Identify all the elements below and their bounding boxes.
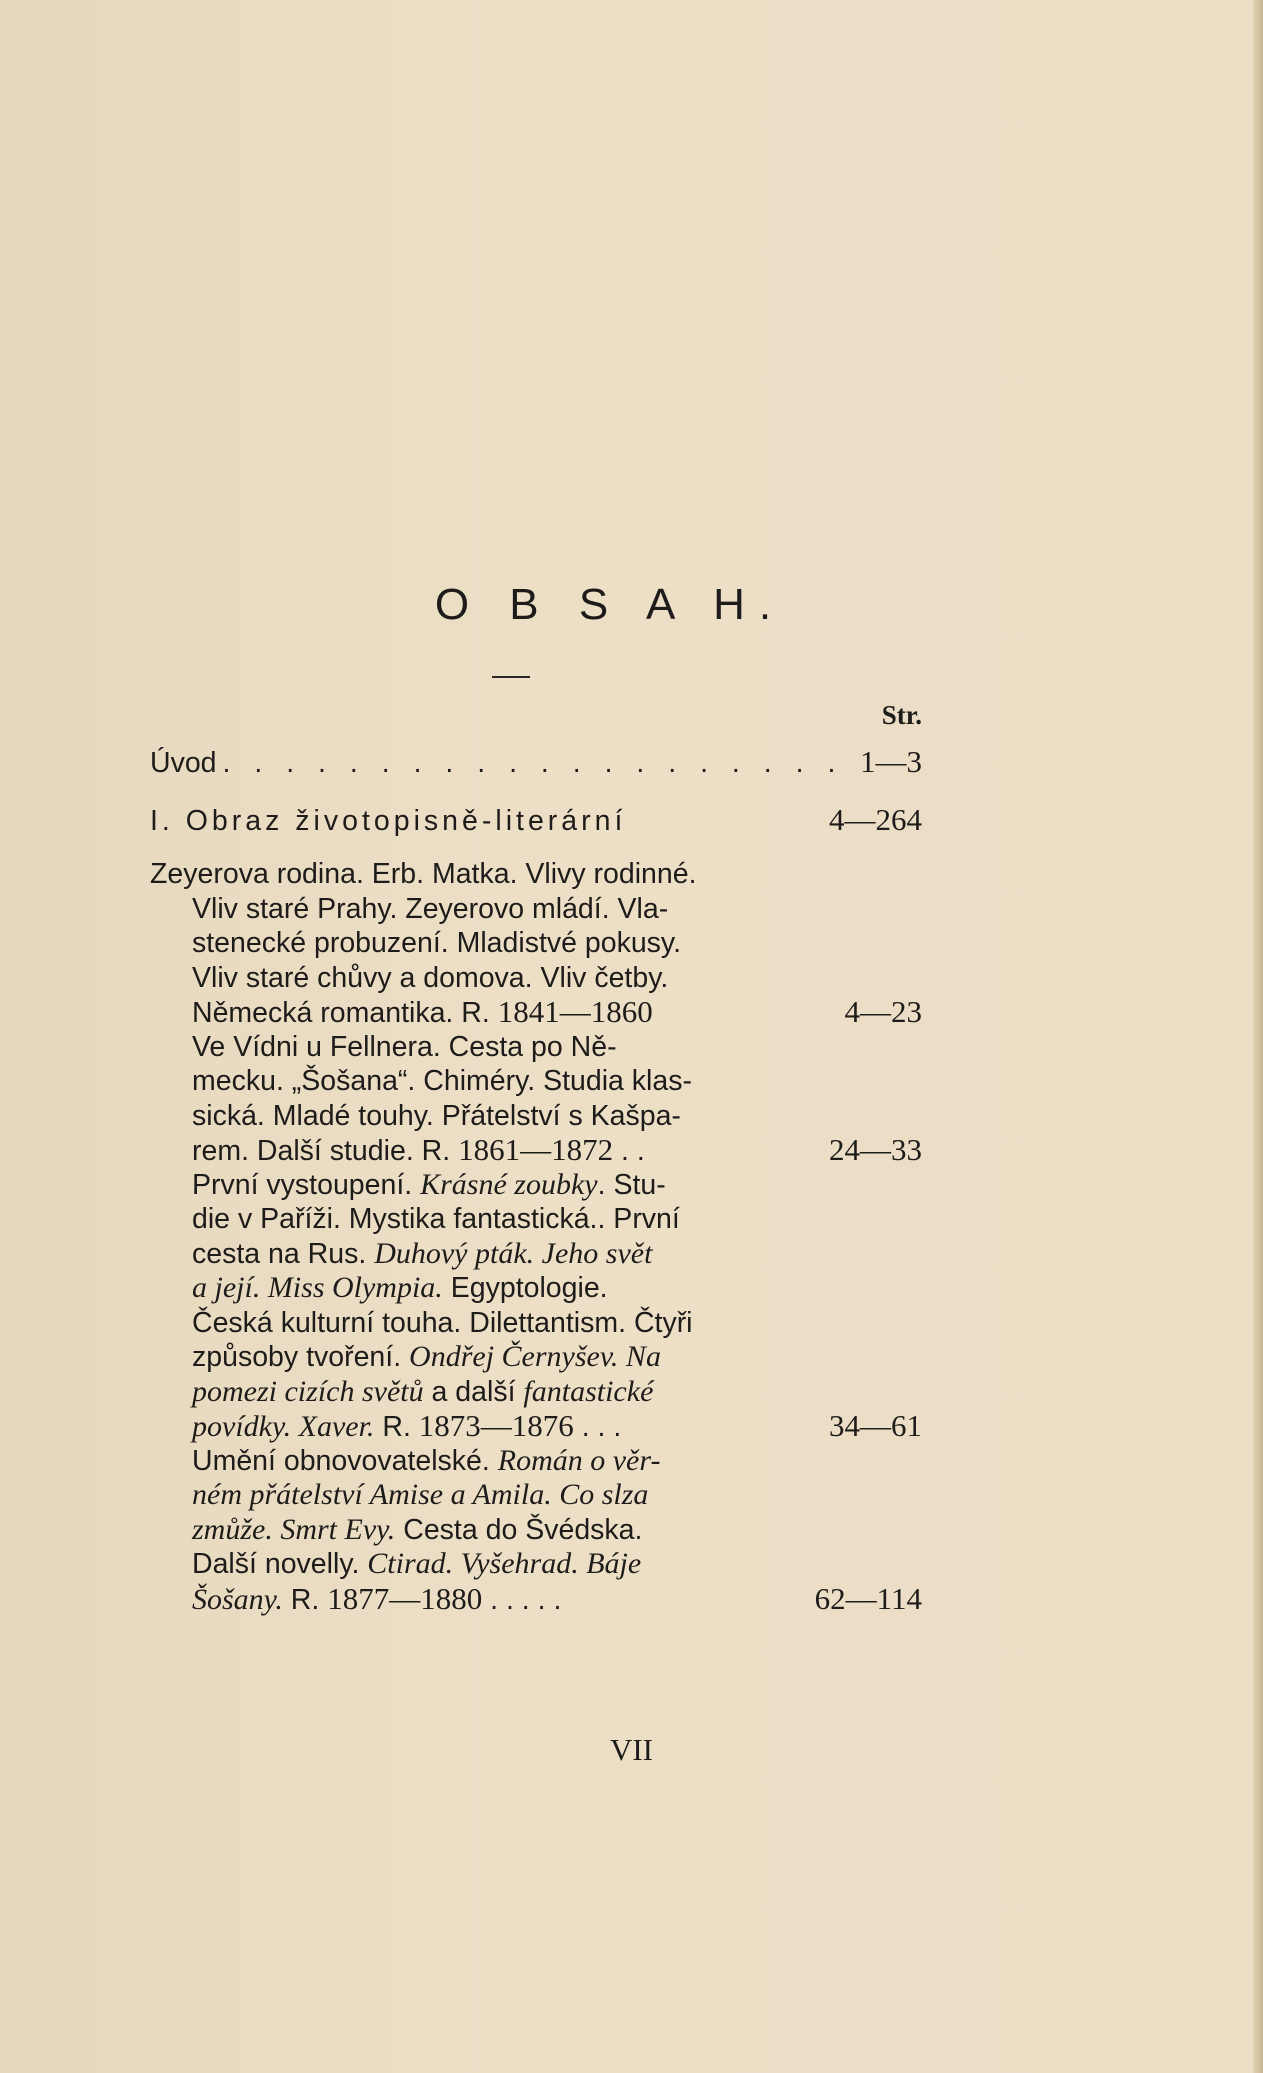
toc-entry-label: Úvod [150, 747, 217, 779]
toc-subentry-text [192, 1444, 660, 1479]
work-title: ném přátelství Amise a Amila. Co slza [192, 1478, 649, 1511]
toc-subentry-line [150, 1133, 922, 1168]
toc-subentry-pages: 4—23 [844, 994, 922, 1029]
toc-subentry-line [150, 1064, 922, 1099]
text-run: Ve Vídni u Fellnera. Cesta po Ně- [192, 1030, 617, 1063]
toc-subentry-text [192, 1099, 681, 1134]
text-run: První vystoupení. [192, 1168, 421, 1201]
text-run: rem. Další studie. R. [192, 1135, 459, 1167]
text-run: R. [374, 1411, 419, 1443]
text-run: R. [282, 1583, 328, 1616]
toc-subentry-text [192, 1409, 621, 1445]
toc-subentry-text [192, 961, 668, 996]
toc-subentry-line [150, 961, 922, 996]
toc-subentry-text [192, 1133, 645, 1169]
toc-subentry-line [150, 926, 922, 961]
toc-subentry-line [150, 995, 922, 1030]
text-run: Česká kulturní touha. Dilettantism. Čtyři [192, 1306, 693, 1339]
toc-subentry-line [150, 1375, 922, 1410]
toc-subentry-text [192, 1271, 608, 1306]
text-run: . . . . . [482, 1583, 562, 1616]
text-run: Zeyerova rodina. Erb. Matka. Vlivy rodinné. [150, 858, 697, 890]
toc-subentry-line [150, 1340, 922, 1375]
toc-subentry-line [150, 1306, 922, 1341]
toc-subentry-line [150, 1513, 922, 1548]
toc-subentry-text [192, 1237, 652, 1272]
toc-subentry-text [192, 1375, 653, 1410]
toc-subentry-text [192, 1340, 661, 1375]
text-run: . . . [573, 1411, 622, 1443]
toc-subentry-line [150, 1237, 922, 1272]
toc-entry-label: I. Obraz životopisně-literární [150, 805, 627, 837]
text-run: . . [613, 1135, 645, 1167]
toc-subentry-line [150, 1478, 922, 1513]
toc-subentry-text [192, 1513, 642, 1548]
text-run: Vliv staré chůvy a domova. Vliv četby. [192, 961, 669, 994]
work-title: Duhový pták. Jeho svět [374, 1236, 653, 1270]
toc-subentry-line [150, 1271, 922, 1306]
text-run: cesta na Rus. [192, 1237, 375, 1270]
text-run: způsoby tvoření. [192, 1341, 410, 1373]
toc-subentry-line [150, 1547, 922, 1582]
toc-subentry-text [192, 1030, 617, 1065]
toc-entry-part-one [150, 800, 922, 840]
text-run: mecku. „Šošana“. Chiméry. Studia klas- [192, 1065, 692, 1097]
toc-subentry-text [150, 857, 697, 892]
toc-subentries [150, 857, 922, 1616]
text-run: 1877—1880 [327, 1580, 483, 1616]
toc-leader-dots: . . . . . . . . . . . . . . . . . . . . [222, 747, 844, 779]
toc-subentry-text [192, 1064, 692, 1099]
toc-entry-uvod [150, 742, 922, 782]
text-run: sická. Mladé touhy. Přátelství s Kašpa- [192, 1099, 681, 1132]
text-run: a další [423, 1375, 524, 1408]
work-title: a její. Miss Olympia. [192, 1271, 443, 1304]
title-rule [492, 676, 530, 678]
text-run: 1873—1876 [418, 1408, 574, 1443]
text-run: . Stu- [597, 1168, 666, 1201]
work-title: povídky. Xaver. [192, 1410, 375, 1443]
toc-subentry-line [150, 1582, 922, 1617]
text-run: Egyptologie. [442, 1272, 608, 1304]
work-title: fantastické [523, 1374, 654, 1408]
work-title: Román o věr- [497, 1443, 661, 1477]
text-run: Další novelly. [192, 1548, 368, 1580]
toc-subentry-line [150, 1099, 922, 1134]
work-title: pomezi cizích světů [192, 1374, 424, 1408]
toc-subentry-line [150, 1444, 922, 1479]
text-run: Umění obnovovatelské. [192, 1444, 498, 1477]
toc-entry-pages: 1—3 [860, 744, 922, 779]
page-number: VII [609, 1732, 654, 1767]
toc-subentry-text [192, 995, 653, 1031]
toc-subentry-text [192, 1478, 648, 1513]
text-run: Vliv staré Prahy. Zeyerovo mládí. Vla- [192, 892, 669, 925]
work-title: Ctirad. Vyšehrad. Báje [367, 1547, 642, 1580]
page-edge [1253, 0, 1263, 2073]
text-run: Německá romantika. R. [192, 997, 498, 1029]
toc-subentry-line [150, 1409, 922, 1444]
work-title: Šošany. [192, 1582, 283, 1616]
toc-subentry-line [150, 857, 922, 892]
text-run: 1861—1872 [458, 1132, 614, 1167]
text-run: stenecké probuzení. Mladistvé pokusy. [192, 927, 681, 959]
toc-subentry-text [192, 926, 681, 961]
toc-subentry-text [192, 1306, 693, 1341]
toc-subentry-text [192, 1202, 680, 1237]
work-title: Ondřej Černyšev. Na [409, 1340, 661, 1373]
page-title: O B S A H. [434, 580, 786, 629]
pages-column-label: Str. [881, 700, 922, 730]
text-run: Cesta do Švédska. [395, 1513, 643, 1546]
work-title: Krásné zoubky [420, 1167, 598, 1201]
toc-subentry-text [192, 892, 668, 927]
toc-entry-pages: 4—264 [829, 802, 922, 837]
toc-subentry-pages: 24—33 [829, 1132, 922, 1167]
toc-subentry-line [150, 892, 922, 927]
toc-subentry-pages: 34—61 [829, 1408, 922, 1443]
toc-subentry-text [192, 1582, 561, 1618]
toc-subentry-line [150, 1202, 922, 1237]
toc-subentry-pages: 62—114 [814, 1580, 922, 1616]
toc-subentry-text [192, 1547, 641, 1582]
text-run: 1841—1860 [497, 994, 653, 1029]
toc-subentry-line [150, 1030, 922, 1065]
work-title: zmůže. Smrt Evy. [192, 1512, 396, 1546]
toc-subentry-line [150, 1168, 922, 1203]
text-run: die v Paříži. Mystika fantastická.. První [192, 1203, 680, 1235]
toc-subentry-text [192, 1168, 666, 1203]
